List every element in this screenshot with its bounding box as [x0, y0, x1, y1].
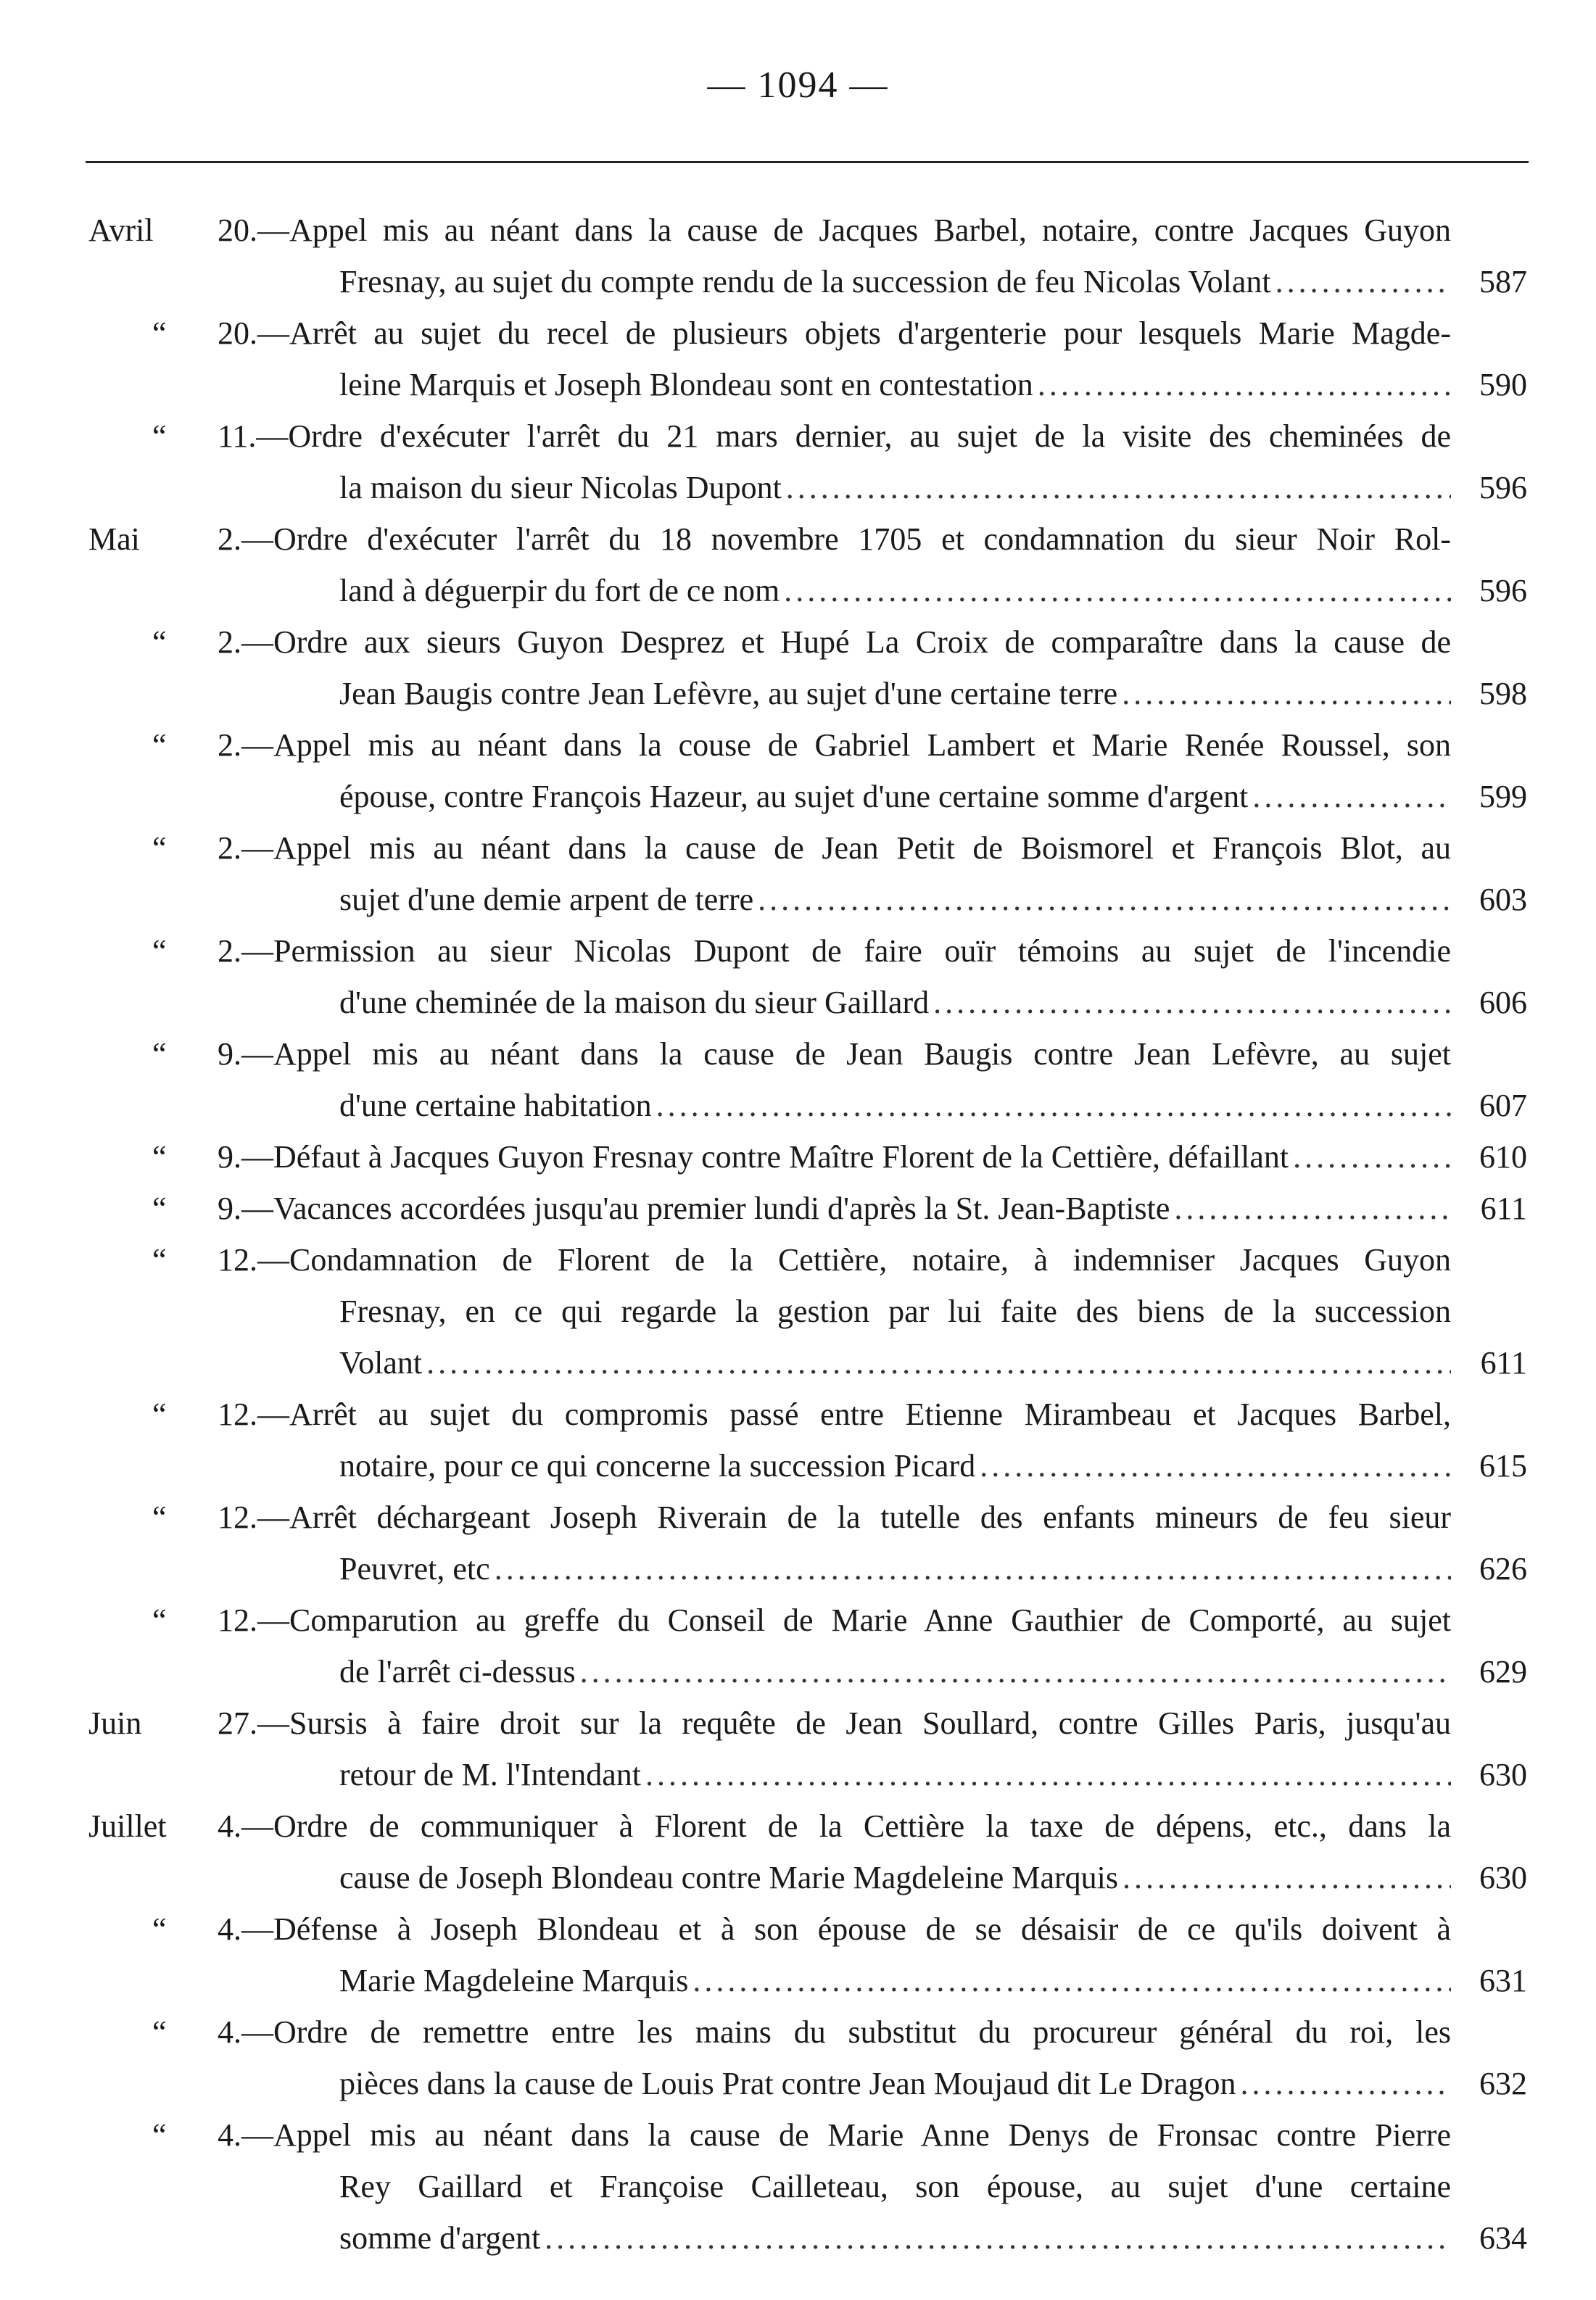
dot-leader: [933, 977, 1451, 1028]
entry-text: 12.—Comparution au greffe du Conseil de Marie Anne Gauthier de Comporté, au sujet: [218, 1602, 1451, 1638]
entry-text: 9.—Défaut à Jacques Guyon Fresnay contre Maître Florent de la Cettière, défaillant: [218, 1139, 1289, 1175]
entry-line: [0, 1183, 1596, 1234]
dot-leader: [656, 1080, 1451, 1131]
entry-line: [0, 874, 1596, 925]
index-entry: [0, 307, 1596, 410]
entry-line: [0, 1028, 1596, 1080]
entry-text: 11.—Ordre d'exécuter l'arrêt du 21 mars dernier, au sujet de la visite des cheminées de: [218, 418, 1451, 454]
entry-line: [0, 2161, 1596, 2212]
entry-page-number: 599: [1479, 779, 1527, 814]
index-entry: [0, 1594, 1596, 1697]
entry-page-number: 626: [1479, 1551, 1527, 1587]
entry-line: [0, 256, 1596, 307]
index-entry: [0, 1183, 1596, 1234]
ditto-mark: “: [152, 315, 167, 351]
ditto-mark: “: [152, 1242, 167, 1278]
entry-text: 12.—Arrêt déchargeant Joseph Riverain de la tutelle des enfants mineurs de feu sieur: [218, 1499, 1451, 1535]
entry-page-number: 631: [1479, 1963, 1527, 1998]
dot-leader: [1174, 1183, 1451, 1234]
dot-leader: [495, 1543, 1451, 1594]
entry-line: [0, 1389, 1596, 1440]
dot-leader: [545, 2212, 1451, 2264]
entry-line: [0, 2212, 1596, 2264]
dot-leader: [580, 1646, 1451, 1697]
entry-page-number: 596: [1479, 470, 1527, 505]
entry-text: 20.—Appel mis au néant dans la cause de Jacques Barbel, notaire, contre Jacques Guyon: [218, 212, 1451, 248]
entry-text: notaire, pour ce qui concerne la succession Picard: [339, 1448, 976, 1484]
entry-line: [0, 1594, 1596, 1646]
entry-text-last: [339, 977, 1451, 1028]
entry-text: pièces dans la cause de Louis Prat contre Jean Moujaud dit Le Dragon: [339, 2066, 1236, 2101]
entry-line: [0, 2109, 1596, 2161]
entry-text-last: [339, 771, 1451, 822]
entry-text-last: [218, 1131, 1451, 1183]
dot-leader: [784, 565, 1451, 616]
entry-text: 2.—Appel mis au néant dans la couse de Gabriel Lambert et Marie Renée Roussel, son: [218, 727, 1451, 763]
entry-line: [0, 359, 1596, 410]
entry-page-number: 634: [1479, 2220, 1527, 2256]
entry-text: Peuvret, etc: [339, 1551, 490, 1587]
entry-line: [0, 1800, 1596, 1852]
entry-text-last: [339, 565, 1451, 616]
index-entry: [0, 1903, 1596, 2006]
entry-text: 12.—Condamnation de Florent de la Cettière, notaire, à indemniser Jacques Guyon: [218, 1242, 1451, 1278]
index-entry: [0, 1234, 1596, 1389]
entry-text: 4.—Ordre de communiquer à Florent de la Cettière la taxe de dépens, etc., dans la: [218, 1808, 1451, 1844]
entry-text: 2.—Permission au sieur Nicolas Dupont de faire ouïr témoins au sujet de l'incendie: [218, 933, 1451, 969]
entry-text: Fresnay, en ce qui regarde la gestion par lui faite des biens de la succession: [339, 1294, 1451, 1329]
entry-line: [0, 1543, 1596, 1594]
entry-text-last: [339, 1543, 1451, 1594]
index-entry: [0, 1131, 1596, 1183]
index-entry: [0, 2109, 1596, 2264]
ditto-mark: “: [152, 418, 167, 454]
ditto-mark: “: [152, 933, 167, 969]
entry-line: [0, 668, 1596, 719]
entry-line: [0, 1646, 1596, 1697]
entry-text: 9.—Appel mis au néant dans la cause de Jean Baugis contre Jean Lefèvre, au sujet: [218, 1036, 1451, 1072]
entry-page-number: 630: [1479, 1860, 1527, 1895]
index-entry: [0, 1697, 1596, 1800]
entry-line: [0, 2006, 1596, 2058]
dot-leader: [692, 1955, 1451, 2006]
dot-leader: [1122, 1852, 1451, 1903]
header-rule: [86, 161, 1529, 163]
entry-text-last: [339, 1749, 1451, 1800]
index-entry: [0, 1800, 1596, 1903]
entry-text-last: [339, 1080, 1451, 1131]
index-entry: [0, 2006, 1596, 2109]
entry-line: [0, 616, 1596, 668]
entry-text: 12.—Arrêt au sujet du compromis passé entre Etienne Mirambeau et Jacques Barbel,: [218, 1397, 1451, 1432]
dot-leader: [1038, 359, 1451, 410]
entry-text-last: [339, 462, 1451, 513]
dot-leader: [1252, 771, 1451, 822]
entry-month: Avril: [88, 212, 154, 248]
entry-line: [0, 1492, 1596, 1543]
page-number: — 1094 —: [707, 65, 889, 106]
entry-text-last: [339, 668, 1451, 719]
entry-text-last: [339, 1440, 1451, 1492]
entry-page-number: 607: [1479, 1088, 1527, 1123]
dot-leader: [758, 874, 1451, 925]
entry-page-number: 611: [1480, 1191, 1527, 1226]
dot-leader: [1293, 1131, 1451, 1183]
entry-page-number: 629: [1479, 1654, 1527, 1689]
entry-text: de l'arrêt ci-dessus: [339, 1654, 576, 1689]
index-entry: [0, 1028, 1596, 1131]
index-entry: [0, 513, 1596, 616]
entry-month: Mai: [88, 521, 140, 557]
dot-leader: [980, 1440, 1451, 1492]
entry-text: Rey Gaillard et Françoise Cailleteau, son épouse, au sujet d'une certaine: [339, 2169, 1451, 2204]
index-entry: [0, 719, 1596, 822]
entry-text-last: [339, 359, 1451, 410]
entry-month: Juin: [88, 1705, 142, 1741]
dot-leader: [1122, 668, 1451, 719]
entry-text: 2.—Ordre aux sieurs Guyon Desprez et Hupé La Croix de comparaître dans la cause de: [218, 624, 1451, 660]
entry-line: [0, 1337, 1596, 1389]
entry-text: 4.—Appel mis au néant dans la cause de Marie Anne Denys de Fronsac contre Pierre: [218, 2117, 1451, 2153]
entry-text: Fresnay, au sujet du compte rendu de la succession de feu Nicolas Volant: [339, 264, 1271, 299]
dot-leader: [786, 462, 1451, 513]
entry-page-number: 615: [1479, 1448, 1527, 1484]
entry-line: [0, 1131, 1596, 1183]
index-entry: [0, 1492, 1596, 1594]
ditto-mark: “: [152, 727, 167, 763]
ditto-mark: “: [152, 2117, 167, 2153]
entry-page-number: 632: [1479, 2066, 1527, 2101]
entry-text: 4.—Ordre de remettre entre les mains du substitut du procureur général du roi, les: [218, 2014, 1451, 2050]
entry-line: [0, 1749, 1596, 1800]
index-entry: [0, 410, 1596, 513]
entry-text-last: [339, 2212, 1451, 2264]
entry-page-number: 606: [1479, 985, 1527, 1020]
entry-text: sujet d'une demie arpent de terre: [339, 882, 754, 917]
entry-page-number: 630: [1479, 1757, 1527, 1792]
entry-text: Jean Baugis contre Jean Lefèvre, au sujet d'une certaine terre: [339, 676, 1118, 711]
entry-text: Marie Magdeleine Marquis: [339, 1963, 689, 1998]
entry-page-number: 587: [1479, 264, 1527, 299]
entry-page-number: 610: [1479, 1139, 1527, 1175]
entry-text: 20.—Arrêt au sujet du recel de plusieurs objets d'argenterie pour lesquels Marie Magde-: [218, 315, 1451, 351]
dot-leader: [1241, 2058, 1452, 2109]
entry-text: d'une cheminée de la maison du sieur Gaillard: [339, 985, 930, 1020]
entry-text-last: [218, 1183, 1451, 1234]
entry-text-last: [339, 256, 1451, 307]
index-entry: [0, 1389, 1596, 1492]
index-entry: [0, 925, 1596, 1028]
entry-line: [0, 1286, 1596, 1337]
entry-text: land à déguerpir du fort de ce nom: [339, 573, 780, 608]
index-entry: [0, 822, 1596, 925]
entry-text: Volant: [339, 1345, 423, 1381]
entry-line: [0, 410, 1596, 462]
entry-text: 27.—Sursis à faire droit sur la requête de Jean Soullard, contre Gilles Paris, jusqu'au: [218, 1705, 1451, 1741]
entry-line: [0, 204, 1596, 256]
entry-line: [0, 2058, 1596, 2109]
entry-text-last: [339, 1955, 1451, 2006]
entry-text: leine Marquis et Joseph Blondeau sont en contestation: [339, 367, 1033, 402]
ditto-mark: “: [152, 1397, 167, 1432]
entry-text: retour de M. l'Intendant: [339, 1757, 642, 1792]
entry-line: [0, 1903, 1596, 1955]
entry-page-number: 603: [1479, 882, 1527, 917]
index-entry: [0, 204, 1596, 307]
entry-text: 2.—Appel mis au néant dans la cause de Jean Petit de Boismorel et François Blot, au: [218, 830, 1451, 866]
entry-text: d'une certaine habitation: [339, 1088, 652, 1123]
entry-text: 2.—Ordre d'exécuter l'arrêt du 18 novembre 1705 et condamnation du sieur Noir Rol-: [218, 521, 1451, 557]
entry-line: [0, 1697, 1596, 1749]
ditto-mark: “: [152, 1911, 167, 1947]
entry-text: cause de Joseph Blondeau contre Marie Magdeleine Marquis: [339, 1860, 1118, 1895]
ditto-mark: “: [152, 830, 167, 866]
entry-line: [0, 1440, 1596, 1492]
entry-text: 4.—Défense à Joseph Blondeau et à son épouse de se désaisir de ce qu'ils doivent à: [218, 1911, 1451, 1947]
entry-line: [0, 307, 1596, 359]
entry-line: [0, 771, 1596, 822]
ditto-mark: “: [152, 1499, 167, 1535]
entry-line: [0, 719, 1596, 771]
entry-text: épouse, contre François Hazeur, au sujet d'une certaine somme d'argent: [339, 779, 1249, 814]
entry-text-last: [339, 1337, 1451, 1389]
entry-text: somme d'argent: [339, 2220, 541, 2256]
ditto-mark: “: [152, 1139, 167, 1175]
ditto-mark: “: [152, 1036, 167, 1072]
dot-leader: [426, 1337, 1451, 1389]
index-entries: [0, 204, 1596, 2264]
entry-line: [0, 1955, 1596, 2006]
entry-line: [0, 1234, 1596, 1286]
entry-line: [0, 565, 1596, 616]
entry-line: [0, 513, 1596, 565]
entry-line: [0, 462, 1596, 513]
entry-text-last: [339, 2058, 1451, 2109]
index-entry: [0, 616, 1596, 719]
entry-page-number: 590: [1479, 367, 1527, 402]
ditto-mark: “: [152, 1602, 167, 1638]
entry-page-number: 598: [1479, 676, 1527, 711]
entry-line: [0, 925, 1596, 977]
entry-month: Juillet: [88, 1808, 167, 1844]
entry-page-number: 611: [1480, 1345, 1527, 1381]
entry-text: la maison du sieur Nicolas Dupont: [339, 470, 782, 505]
ditto-mark: “: [152, 1191, 167, 1226]
entry-line: [0, 1080, 1596, 1131]
entry-text-last: [339, 874, 1451, 925]
entry-text-last: [339, 1646, 1451, 1697]
entry-text-last: [339, 1852, 1451, 1903]
ditto-mark: “: [152, 2014, 167, 2050]
ditto-mark: “: [152, 624, 167, 660]
entry-page-number: 596: [1479, 573, 1527, 608]
entry-line: [0, 977, 1596, 1028]
entry-text: 9.—Vacances accordées jusqu'au premier lundi d'après la St. Jean-Baptiste: [218, 1191, 1170, 1226]
dot-leader: [1275, 256, 1451, 307]
entry-line: [0, 822, 1596, 874]
entry-line: [0, 1852, 1596, 1903]
dot-leader: [645, 1749, 1451, 1800]
